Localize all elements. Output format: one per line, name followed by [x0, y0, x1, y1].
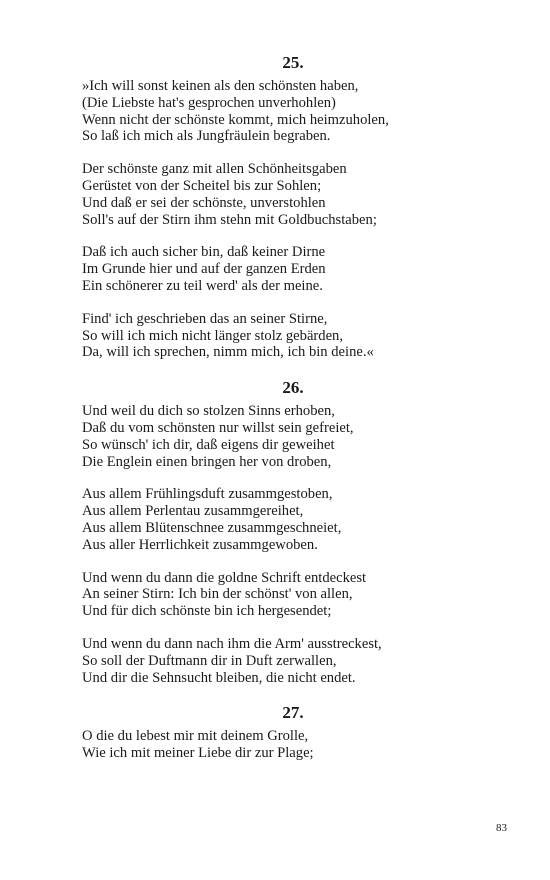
page-content — [82, 52, 482, 778]
verse-line: Aus allem Perlentau zusammgereihet, — [82, 503, 304, 520]
verse-line: Wie ich mit meiner Liebe dir zur Plage; — [82, 745, 314, 762]
verse-line: Gerüstet von der Scheitel bis zur Sohlen; — [82, 177, 322, 194]
stanza — [82, 78, 482, 145]
stanza — [82, 311, 482, 361]
verse-line: So wünsch' ich dir, daß eigens dir geweihet — [82, 436, 335, 453]
stanza — [82, 636, 482, 686]
verse-line: O die du lebest mir mit deinem Grolle, — [82, 728, 309, 745]
poem-26 — [82, 377, 482, 686]
stanza — [82, 570, 482, 620]
verse-line: Wenn nicht der schönste kommt, mich heimzuholen, — [82, 111, 389, 128]
verse-line: Daß du vom schönsten nur willst sein gefreiet, — [82, 419, 354, 436]
verse-line: So will ich mich nicht länger stolz gebärden, — [82, 327, 343, 344]
verse-line: Im Grunde hier und auf der ganzen Erden — [82, 261, 326, 278]
stanza — [82, 244, 482, 294]
verse-line: Aus allem Blütenschnee zusammgeschneiet, — [82, 519, 342, 536]
verse-line: So soll der Duftmann dir in Duft zerwallen, — [82, 652, 337, 669]
verse-line: An seiner Stirn: Ich bin der schönst' von allen, — [82, 586, 353, 603]
verse-line: Und wenn du dann die goldne Schrift entdeckest — [82, 569, 367, 586]
verse-line: Und dir die Sehnsucht bleiben, die nicht endet. — [82, 669, 356, 686]
verse-line: (Die Liebste hat's gesprochen unverhohlen) — [82, 94, 336, 111]
verse-line: Die Englein einen bringen her von droben, — [82, 453, 332, 470]
verse-line: Find' ich geschrieben das an seiner Stirne, — [82, 310, 328, 327]
stanza — [82, 486, 482, 553]
verse-line: Und wenn du dann nach ihm die Arm' ausstreckest, — [82, 635, 382, 652]
verse-line: Und weil du dich so stolzen Sinns erhoben, — [82, 403, 335, 420]
verse-line: Daß ich auch sicher bin, daß keiner Dirne — [82, 244, 326, 261]
poem-27 — [82, 702, 482, 762]
stanza — [82, 161, 482, 228]
verse-line: Soll's auf der Stirn ihm stehn mit Goldbuchstaben; — [82, 211, 377, 228]
verse-line: Und daß er sei der schönste, unverstohlen — [82, 194, 326, 211]
verse-line: So laß ich mich als Jungfräulein begraben. — [82, 128, 331, 145]
verse-line: Und für dich schönste bin ich hergesendet; — [82, 603, 332, 620]
poem-number: 25. — [282, 53, 304, 72]
verse-line: Da, will ich sprechen, nimm mich, ich bin deine.« — [82, 344, 374, 361]
stanza — [82, 728, 482, 762]
verse-line: Aus allem Frühlingsduft zusammgestoben, — [82, 486, 333, 503]
stanza — [82, 403, 482, 470]
poem-number: 27. — [282, 703, 304, 723]
poem-25 — [82, 52, 482, 361]
poem-number: 26. — [282, 378, 304, 398]
verse-line: Ein schönerer zu teil werd' als der meine. — [82, 277, 323, 294]
verse-line: Der schönste ganz mit allen Schönheitsgaben — [82, 161, 347, 178]
verse-line: »Ich will sonst keinen als den schönsten haben, — [82, 78, 359, 94]
page-number: 83 — [496, 822, 507, 834]
verse-line: Aus aller Herrlichkeit zusammgewoben. — [82, 536, 318, 553]
